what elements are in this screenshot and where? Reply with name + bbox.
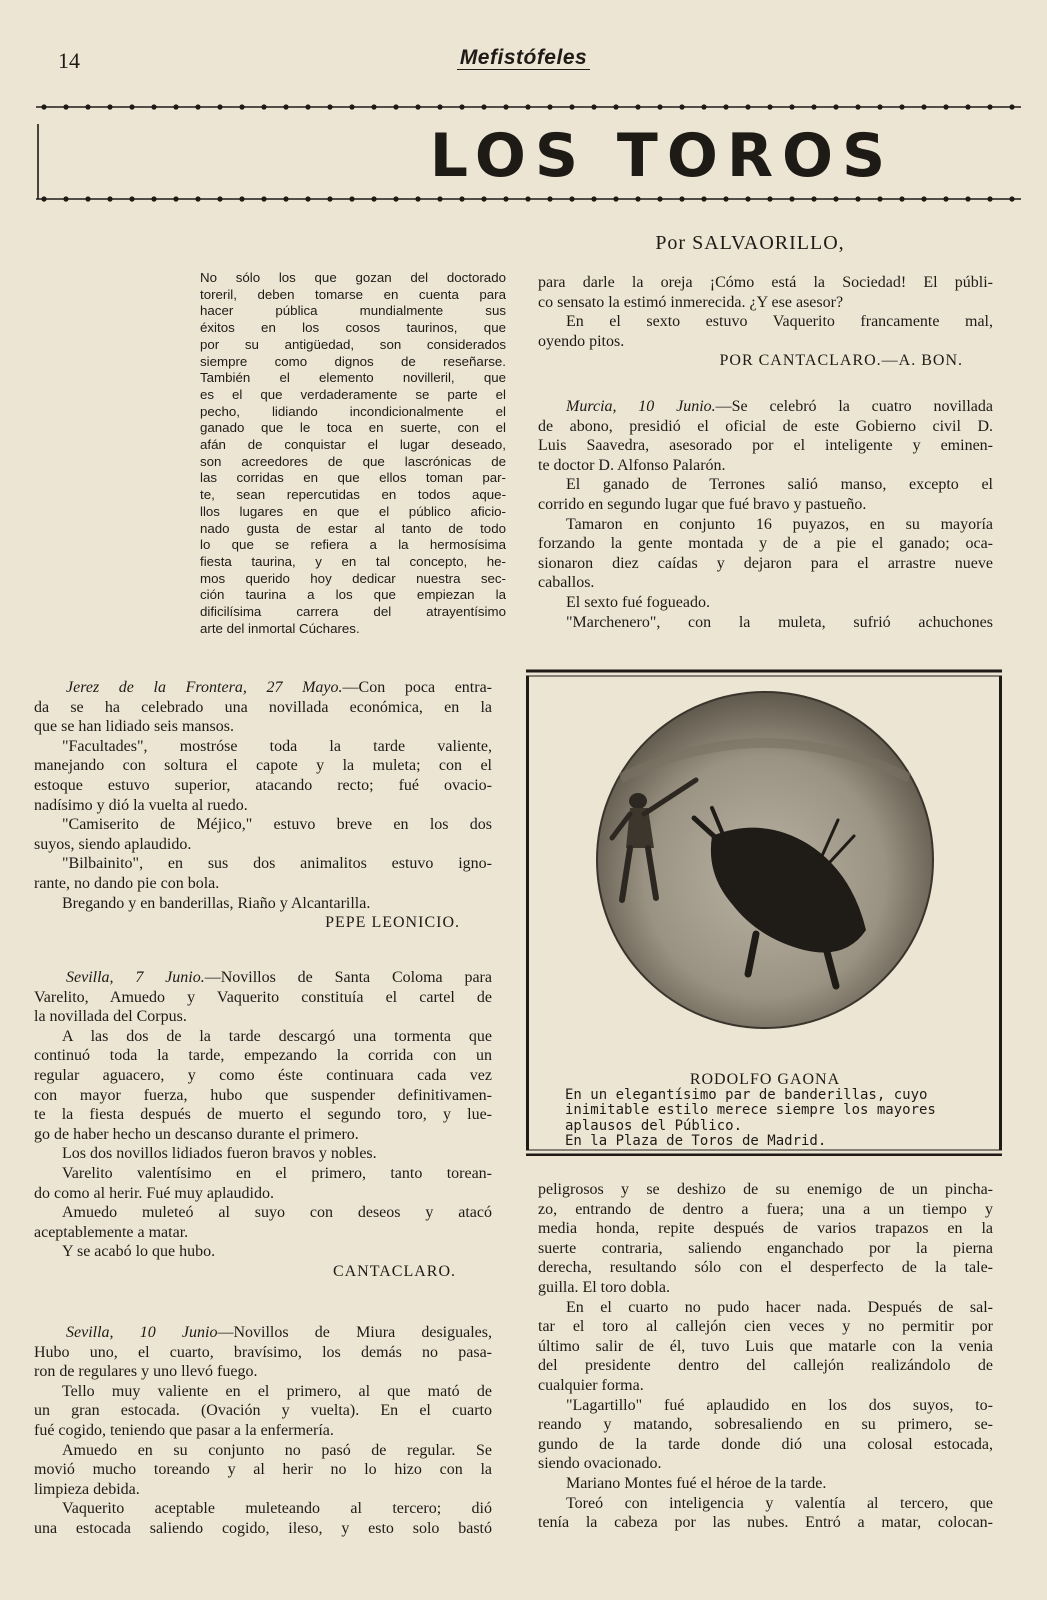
report-line: para darle la oreja ¡Cómo está la Sociedad! El públi- [538,274,993,291]
intro-line: pecho, lidiando incondicionalmente el [200,403,506,419]
report-line: te la fiesta después de muerto el segundo toro, y lue- [34,1106,492,1124]
report-line: Amuedo en su conjunto no pasó de regular. Se [62,1441,492,1459]
report-line: En el sexto estuvo Vaquerito francamente mal, [566,313,993,331]
report-line: El ganado de Terrones salió manso, excepto el [566,476,993,494]
report-line: manejando con soltura el capote y la muleta; con el [34,757,492,775]
caption-line: En la Plaza de Toros de Madrid. [565,1133,827,1149]
intro-line: ción taurina a los que empiezan la [200,587,506,603]
report-line: regular aguacero, y como éste continuara cada vez [34,1066,492,1084]
intro-line: las corridas en que ellos toman par- [200,470,506,486]
intro-line: ganado que le toca en suerte, con el [200,420,506,436]
report-line: fué cogido, teniendo que pasar a la enfermería. [34,1421,334,1439]
report-signature: CANTACLARO. [332,1262,456,1280]
report-line: rante, no dando pie con bola. [34,874,220,892]
report-line: Hubo uno, el cuarto, bravísimo, los demás no pasa- [34,1343,492,1361]
report-line: la novillada del Corpus. [34,1008,187,1026]
intro-line: éxitos en los cosos taurinos, que [200,320,506,336]
intro-line: por su antigüedad, son considerados [200,336,506,352]
report-line: En el cuarto no pudo hacer nada. Después de sal- [566,1298,993,1316]
report-line: tenía la cabeza por las nubes. Entró a matar, colocan- [538,1514,993,1532]
report-line: cualquier forma. [538,1376,644,1394]
intro-line: te, sean repercutidas en todos aque- [200,487,506,503]
report-line: El sexto fué fogueado. [566,593,710,611]
report-line: forzando la gente montada y de a pie el ganado; oca- [538,535,993,553]
report-line: siendo ovacionado. [538,1455,662,1473]
report-line: A las dos de la tarde descargó una tormenta que [62,1027,492,1045]
report-place: Sevilla, 10 Junio [66,1324,218,1341]
intro-line: son acreedores de que lascrónicas de [200,453,506,469]
report-line [538,397,993,417]
report-line [34,968,492,988]
report-line: estoque estuvo superior, atacando recto; fué ovacio- [34,776,492,794]
report-line: gundo de la tarde donde dió una colosal estocada, [538,1435,993,1453]
report-line: guilla. El toro dobla. [538,1278,670,1296]
report-text: —Novillos de Santa Coloma para [204,969,492,986]
report-line: peligrosos y se deshizo de su enemigo de un pincha- [538,1181,993,1198]
report-line: media honda, repite después de varios trapazos en la [538,1220,993,1238]
report-line: limpieza debida. [34,1480,140,1498]
intro-line: nado gusta de estar al tanto de todo [200,520,506,536]
report-line: Mariano Montes fué el héroe de la tarde. [566,1474,827,1492]
intro-line: lo que se refiera a la hermosísima [200,537,506,553]
intro-line: afán de conquistar el lugar deseado, [200,437,506,453]
intro-line: dificilísima carrera del atrayentísimo [200,604,506,620]
report-line: da se ha celebrado una novillada económica, en la [34,698,492,716]
report-line: "Facultades", mostróse toda la tarde valiente, [62,737,492,755]
report-signature: PEPE LEONICIO. [325,914,460,932]
report-line: que se han lidiado seis mansos. [34,718,234,736]
report-line: Los dos novillos lidiados fueron bravos y nobles. [62,1145,377,1163]
page-number: 14 [58,48,80,73]
report-line: te doctor D. Alfonso Palarón. [538,456,726,474]
report-line: zo, entrando de dentro a fuera; una a un tiempo y [538,1200,993,1218]
magazine-title [0,46,1047,70]
report-line: Toreó con inteligencia y valentía al tercero, que [566,1494,993,1512]
report-line: de abono, presidió el oficial de este Gobierno civil D. [538,417,993,435]
report-line: Varelito, Amuedo y Vaquerito constituía el cartel de [34,988,492,1006]
report-line: continuó toda la tarde, empezando la corrida con un [34,1047,492,1065]
intro-paragraph [200,270,506,637]
caption-line: inimitable estilo merece siempre los mayores [565,1102,936,1118]
caption-name: RODOLFO GAONA [689,1071,841,1088]
report-place: Sevilla, 7 Junio. [66,969,205,986]
report-line [34,678,492,698]
report-line: Tamaron en conjunto 16 puyazos, en su mayoría [566,515,993,533]
photo-caption [565,1072,965,1150]
report-line: sionaron diez caídas y dejaron para el arrastre nueve [538,554,993,572]
report-jerez [34,678,492,933]
caption-line: En un elegantísimo par de banderillas, cuyo [565,1086,928,1103]
byline: Por SALVAORILLO, [655,232,845,254]
report-line: nadísimo y dió la vuelta al ruedo. [34,796,248,814]
report-line: "Bilbainito", en sus dos animalitos estuvo igno- [62,855,492,873]
report-line: una estocada saliendo cogido, ileso, y esto solo bastó [34,1519,492,1537]
caption-line: aplausos del Público. [565,1117,743,1134]
report-line: do como al herir. Fué muy aplaudido. [34,1184,274,1202]
report-line [34,1323,492,1343]
report-line: aceptablemente a matar. [34,1223,189,1241]
report-line: Amuedo muleteó al suyo con deseos y atacó [62,1204,492,1222]
intro-line: arte del inmortal Cúchares. [200,620,360,636]
report-place: Jerez de la Frontera, 27 Mayo. [66,679,343,696]
report-line: "Marchenero", con la muleta, sufrió achuchones [566,613,993,631]
report-continuation [538,273,993,371]
report-line: "Lagartillo" fué aplaudido en los dos suyos, to- [566,1396,993,1414]
report-signature: POR CANTACLARO.—A. BON. [719,352,963,370]
report-line: go de haber hecho un descanso durante el primero. [34,1125,359,1143]
report-text: —Novillos de Miura desiguales, [217,1324,492,1341]
intro-line: es el que verdaderamente se parte el [200,386,506,402]
report-line: un gran estocada. (Ovación y vuelta). En el cuarto [34,1402,492,1420]
report-line: "Camiserito de Méjico," estuvo breve en los dos [62,816,492,834]
intro-line: No sólo los que gozan del doctorado [200,270,506,285]
report-line: con mayor fuerza, hubo que suspender definitivamen- [34,1086,492,1104]
report-line: ron de regulares y uno llevó fuego. [34,1363,258,1381]
report-line: corrido en segundo lugar que fué bravo y pastueño. [538,495,867,513]
report-line: Bregando y en banderillas, Riaño y Alcantarilla. [62,894,371,912]
intro-line: También el elemento novilleril, que [200,370,506,386]
report-line: del presidente dentro del callejón realizándolo de [538,1357,993,1375]
report-place: Murcia, 10 Junio. [566,398,716,415]
report-line: Vaquerito aceptable muleteando al tercero; dió [62,1500,492,1518]
report-text: —Con poca entra- [342,679,492,696]
intro-line: llos lugares en que el público aficio- [200,503,506,519]
report-murcia [538,397,993,632]
report-text: —Se celebró la cuatro novillada [715,398,993,415]
report-line: Tello muy valiente en el primero, al que mató de [62,1382,492,1400]
report-line: oyendo pitos. [538,332,625,350]
report-line: tar el toro al callejón cien veces y no permitir por [538,1318,993,1336]
report-line: Varelito valentísimo en el primero, tanto torean- [62,1164,492,1182]
report-sevilla-7 [34,968,492,1282]
intro-line: fiesta taurina, y en tal concepto, he- [200,553,506,569]
report-line: suyos, siendo aplaudido. [34,835,192,853]
report-sevilla-10 [34,1323,492,1539]
intro-line: toreril, deben tomarse en cuenta para [200,286,506,302]
report-murcia-continued [538,1180,993,1533]
report-line: Y se acabó lo que hubo. [62,1243,216,1261]
report-line: movió mucho toreando y al herir no lo hizo con la [34,1461,492,1479]
report-line: último salir de él, tuvo Luis que matarle con la venia [538,1337,993,1355]
intro-line: mos querido hoy dedicar nuestra sec- [200,570,506,586]
report-line: Luis Saavedra, asesorado por el inteligente y eminen- [538,437,993,455]
report-line: caballos. [538,574,595,592]
magazine-name: Mefistófeles [457,46,590,70]
report-line: derecha, resultando sólo con el desperfecto de la tale- [538,1259,993,1277]
intro-line: siempre como dignos de reseñarse. [200,353,506,369]
report-line: co sensato la estimó inmerecida. ¿Y ese asesor? [538,293,844,311]
report-line: reando y matando, sobresaliendo en su primero, se- [538,1416,993,1434]
section-banner [36,104,1021,204]
section-title: LOS TOROS [429,121,895,191]
intro-line: hacer pública mundialmente sus [200,303,506,319]
report-line: suerte contraria, saliendo enganchado por la pierna [538,1239,993,1257]
